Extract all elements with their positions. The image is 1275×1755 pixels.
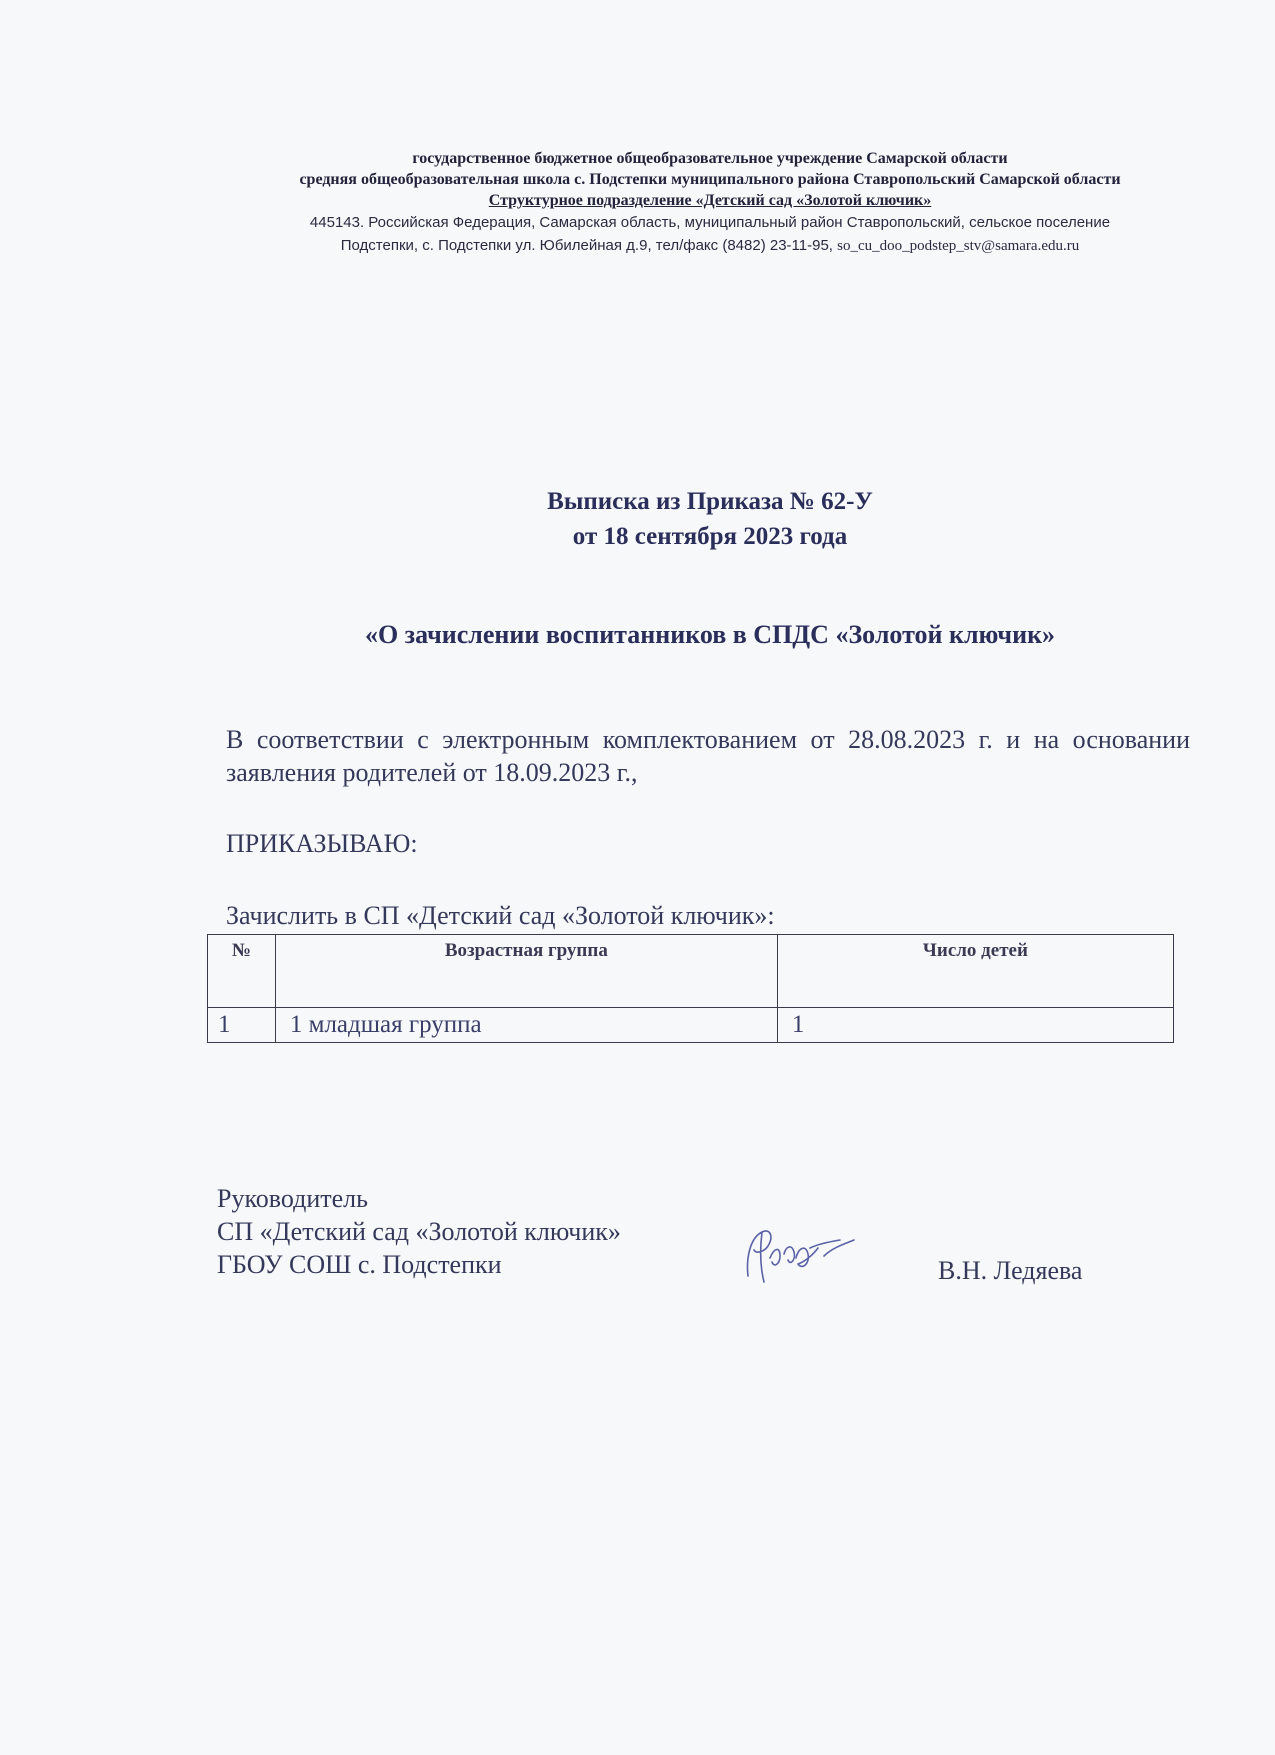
letterhead-line-3: Структурное подразделение «Детский сад «Золотой ключик» xyxy=(488,192,932,209)
letterhead-line-2: средняя общеобразовательная школа с. Подстепки муниципального района Ставропольский Самарской области xyxy=(299,171,1121,188)
header-number: № xyxy=(208,935,276,1008)
signatory-school: ГБОУ СОШ с. Подстепки xyxy=(217,1250,502,1279)
table-header-row xyxy=(208,935,1174,1008)
letterhead-line-1: государственное бюджетное общеобразовательное учреждение Самарской области xyxy=(412,150,1008,167)
header-children-count: Число детей xyxy=(777,935,1173,1008)
letterhead xyxy=(140,148,1275,258)
title-line-1: Выписка из Приказа № 62-У xyxy=(547,488,873,515)
letterhead-email: so_cu_doo_podstep_stv@samara.edu.ru xyxy=(837,238,1080,254)
signatory-name: В.Н. Ледяева xyxy=(938,1256,1083,1285)
signatory-title: Руководитель xyxy=(217,1184,368,1213)
header-age-group: Возрастная группа xyxy=(275,935,777,1008)
handwritten-signature xyxy=(740,1218,860,1298)
signature-block xyxy=(217,1182,621,1281)
letterhead-address-1: 445143. Российская Федерация, Самарская область, муниципальный район Ставропольский, сельское поселение xyxy=(309,214,1111,231)
table-row xyxy=(208,1008,1174,1043)
letterhead-address-2 xyxy=(140,234,1275,258)
document-title xyxy=(140,484,1275,554)
enroll-statement: Зачислить в СП «Детский сад «Золотой ключик»: xyxy=(226,901,775,930)
cell-number: 1 xyxy=(208,1008,276,1043)
letterhead-address-prefix: Подстепки, с. Подстепки ул. Юбилейная д.9, тел/факс (8482) 23-11-95, xyxy=(340,237,838,254)
order-word: ПРИКАЗЫВАЮ: xyxy=(226,829,418,858)
body-paragraph: В соответствии с электронным комплектованием от 28.08.2023 г. и на основании заявления родителей от 18.09.2023 г., xyxy=(226,725,1190,787)
signatory-org: СП «Детский сад «Золотой ключик» xyxy=(217,1217,621,1246)
cell-children-count: 1 xyxy=(777,1008,1173,1043)
document-subject: «О зачислении воспитанников в СПДС «Золотой ключик» xyxy=(364,620,1056,649)
enrollment-table xyxy=(207,934,1174,1043)
title-line-2: от 18 сентября 2023 года xyxy=(572,523,848,550)
cell-age-group: 1 младшая группа xyxy=(275,1008,777,1043)
